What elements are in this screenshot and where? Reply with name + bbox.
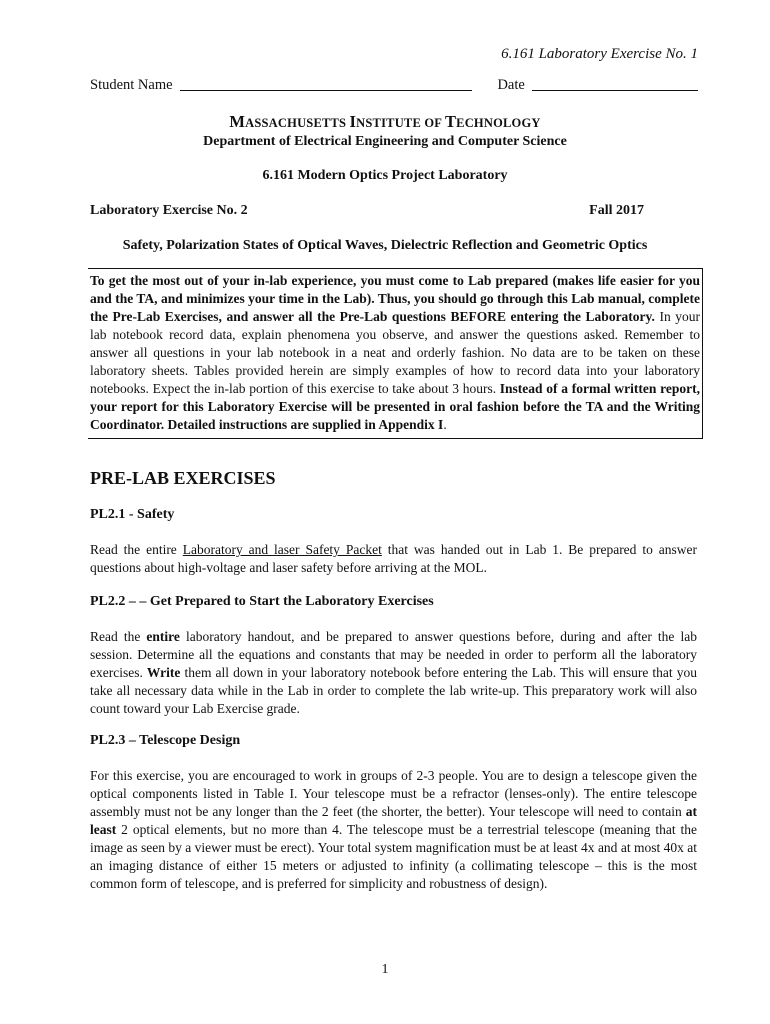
- intro-bold-2: Instead of a formal written report, your report for this Laboratory Exercise will be presented in oral fashion before the TA and the Writing Coordinator. Detailed instructions are supplied in Appendix I: [90, 381, 700, 432]
- exercise-subtitle: Safety, Polarization States of Optical Waves, Dielectric Reflection and Geometric Optics: [122, 238, 648, 253]
- lab-name: 6.161 Modern Optics Project Laboratory: [262, 168, 508, 183]
- intro-bold-1: To get the most out of your in-lab experience, you must come to Lab prepared (makes life easier for you and the TA, and minimizes your time in the Lab). Thus, you should go through this Lab manual, complete the Pre-Lab Exercises, and answer all the Pre-Lab questions BEFORE entering the Laboratory.: [90, 273, 700, 324]
- pl22-heading: PL2.2 – – Get Prepared to Start the Laboratory Exercises: [90, 594, 434, 609]
- date-label: Date: [497, 77, 525, 93]
- term: Fall 2017: [589, 203, 644, 218]
- safety-packet-link[interactable]: Laboratory and laser Safety Packet: [182, 542, 382, 557]
- pl21-paragraph: Read the entire Laboratory and laser Safety Packet that was handed out in Lab 1. Be prepared to answer questions about high-voltage and laser safety before arriving at the MOL.: [90, 542, 697, 575]
- pl23-paragraph: For this exercise, you are encouraged to work in groups of 2-3 people. You are to design a telescope given the optical components listed in Table I. Your telescope must be a refractor (lenses-only). The entire telescope assembly must not be any longer than the 2 feet (the shorter, the better). Your telescope will need to contain at least 2 optical elements, but no more than 4. The telescope must be a terrestrial telescope (meaning that the image as seen by a viewer must be erect). Your total system magnification must be at least 4x and at most 40x at an imaging distance of either 15 meters or adjusted to infinity (a collimating telescope – this is the most common form of telescope, and is preferred for simplicity and robustness of design).: [90, 768, 697, 891]
- pl23-heading: PL2.3 – Telescope Design: [90, 733, 241, 748]
- student-info-row: [90, 76, 700, 94]
- department-name: Department of Electrical Engineering and Computer Science: [203, 134, 567, 149]
- prelab-heading: PRE-LAB EXERCISES: [90, 468, 276, 488]
- course-exercise-header: 6.161 Laboratory Exercise No. 1: [501, 46, 698, 62]
- student-name-field[interactable]: [180, 76, 472, 91]
- exercise-number: Laboratory Exercise No. 2: [90, 203, 248, 218]
- institute-name: MASSACHUSETTS INSTITUTE OF TECHNOLOGY: [229, 112, 541, 131]
- student-name-label: Student Name: [90, 77, 173, 93]
- date-field[interactable]: [532, 76, 698, 91]
- intro-text: In your lab notebook record data, explain phenomena you observe, and answer the questions asked. Remember to answer all questions in your lab notebook in a neat and orderly fashion. No data are to be taken on these laboratory sheets. Tables provided herein are simply examples of how to record data into your laboratory notebooks. Expect the in-lab portion of this exercise to take about 3 hours.: [90, 309, 701, 396]
- exercise-row: [90, 203, 644, 219]
- intro-box: To get the most out of your in-lab experience, you must come to Lab prepared (makes life easier for you and the TA, and minimizes your time in the Lab). Thus, you should go through this Lab manual, complete the Pre-Lab Exercises, and answer all the Pre-Lab questions BEFORE entering the Laboratory. In your lab notebook record data, explain phenomena you observe, and answer the questions asked. Remember to answer all questions in your lab notebook in a neat and orderly fashion. No data are to be taken on these laboratory sheets. Tables provided herein are simply examples of how to record data into your laboratory notebooks. Expect the in-lab portion of this exercise to take about 3 hours. Instead of a formal written report, your report for this Laboratory Exercise will be presented in oral fashion before the TA and the Writing Coordinator. Detailed instructions are supplied in Appendix I.: [88, 268, 703, 439]
- page-number: 1: [381, 962, 389, 977]
- pl21-heading: PL2.1 - Safety: [90, 507, 175, 522]
- pl22-paragraph: Read the entire laboratory handout, and be prepared to answer questions before, during and after the lab session. Determine all the equations and constants that may be needed in order to perform all the laboratory exercises. Write them all down in your laboratory notebook before entering the Lab. This will ensure that you take all necessary data while in the Lab in order to complete the lab write-up. This preparatory work will also count toward your Lab Exercise grade.: [90, 629, 697, 716]
